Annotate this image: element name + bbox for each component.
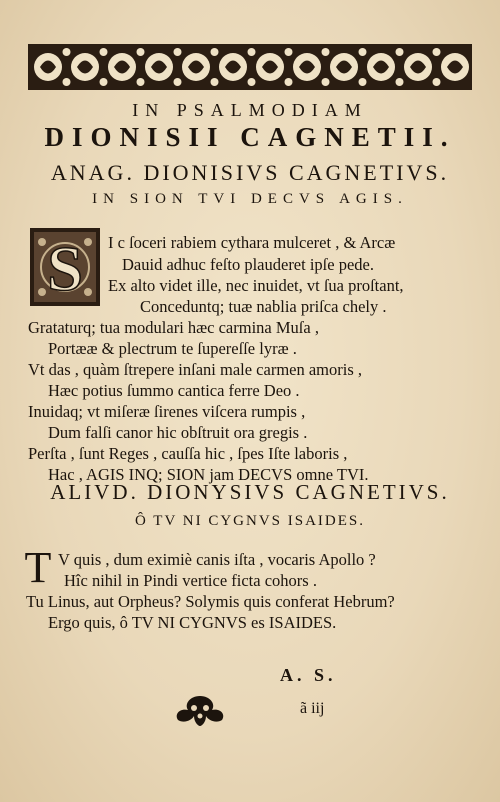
poem1-line-9: Inuidaq; vt miſeræ ſirenes viſcera rumpis , xyxy=(28,402,306,421)
headpiece-ornament xyxy=(28,44,472,90)
svg-text:S: S xyxy=(47,233,83,304)
tailpiece-ornament xyxy=(170,690,230,730)
heading-line-4: IN SION TVI DECVS AGIS. xyxy=(92,191,408,207)
poem1-line-10: Dum falſi canor hic obſtruit ora gregis . xyxy=(48,423,308,442)
poem1-line-8: Hæc potius ſummo cantica ferre Deo . xyxy=(48,381,300,400)
poem1-line-5: Grataturq; tua modulari hæc carmina Muſa , xyxy=(28,318,319,337)
poem2-line-1: V quis , dum eximiè canis iſta , vocaris Apollo ? xyxy=(58,550,376,569)
poem1-line-3: Ex alto videt ille, nec inuidet, vt ſua proſtant, xyxy=(108,276,404,295)
poem1-line-2: Dauid adhuc feſto plauderet ipſe pede. xyxy=(122,255,374,274)
heading-line-1: IN PSALMODIAM xyxy=(132,100,368,120)
heading2-line-2: Ô TV NI CYGNVS ISAIDES. xyxy=(134,513,366,529)
heading-line-2: DIONISII CAGNETII. xyxy=(44,122,456,152)
poem1-line-4: Conceduntq; tuæ nablia priſca chely . xyxy=(140,297,387,316)
poem2-line-4: Ergo quis, ô TV NI CYGNVS es ISAIDES. xyxy=(48,613,337,632)
heading2-line-1: ALIVD. DIONYSIVS CAGNETIVS. xyxy=(50,480,450,504)
signature: A. S. xyxy=(280,665,337,685)
poem1-line-7: Vt das , quàm ſtrepere inſani male carmen amoris , xyxy=(28,360,363,379)
decorated-initial-s xyxy=(30,228,100,306)
initial-t xyxy=(22,546,54,586)
folio-signature-mark: ã iij xyxy=(300,700,325,717)
poem1-line-6: Portææ & plectrum te ſupereſſe lyræ . xyxy=(48,339,297,358)
svg-text:T: T xyxy=(24,546,52,586)
heading-line-3: ANAG. DIONISIVS CAGNETIVS. xyxy=(50,160,450,185)
poem2-line-2: Hîc nihil in Pindi vertice ficta cohors . xyxy=(64,571,317,590)
poem1-line-11: Perſta , ſunt Reges , cauſſa hic , ſpes Iſte laboris , xyxy=(28,444,348,463)
poem2-line-3: Tu Linus, aut Orpheus? Solymis quis conferat Hebrum? xyxy=(26,592,395,611)
poem1-line-1: I c ſoceri rabiem cythara mulceret , & Arcæ xyxy=(108,233,396,252)
poem1-line-12: Hac , AGIS INQ; SION jam DECVS omne TVI. xyxy=(48,465,369,484)
